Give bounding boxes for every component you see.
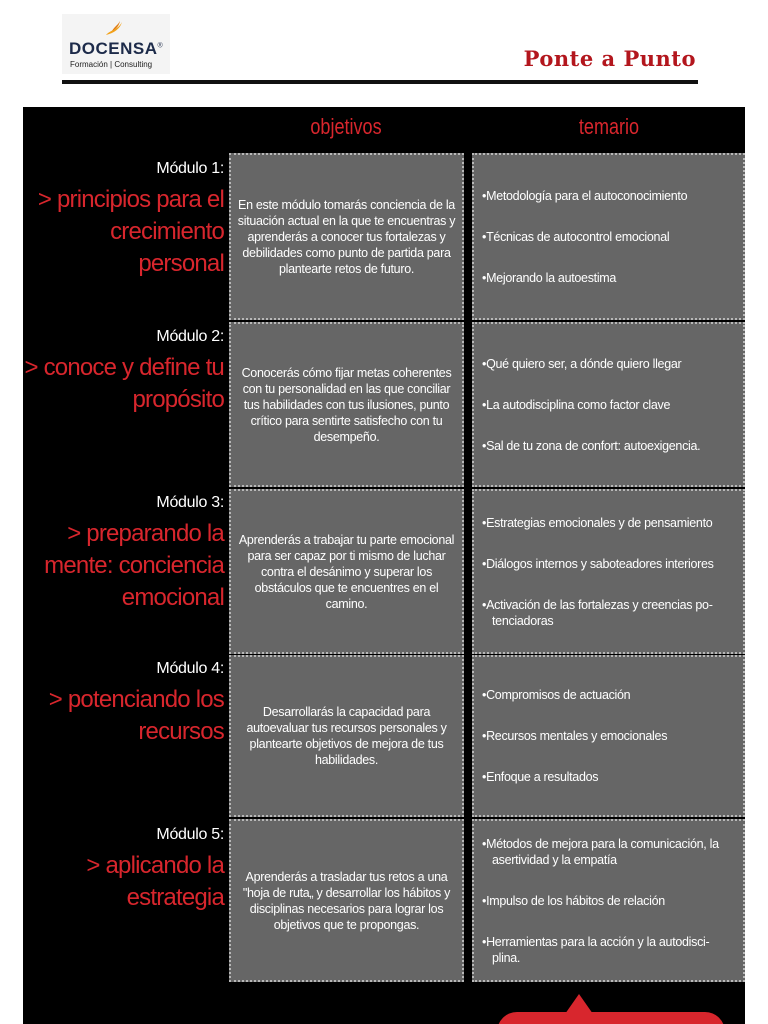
topic-item: • Sal de tu zona de confort: autoexigencia. bbox=[482, 438, 737, 454]
module-1-heading bbox=[23, 160, 224, 280]
topic-item: • Estrategias emocionales y de pensamiento bbox=[482, 515, 737, 531]
module-title: > conoce y define tu propósito bbox=[24, 354, 224, 413]
module-4-heading bbox=[23, 660, 224, 748]
topic-list bbox=[482, 515, 737, 629]
topic-item: • Compromisos de actuación bbox=[482, 687, 737, 703]
brand-title: Ponte a Punto bbox=[523, 46, 696, 71]
topic-item: • Diálogos internos y saboteadores interiores bbox=[482, 556, 737, 572]
module-3-heading bbox=[23, 494, 224, 614]
objective-text: Aprenderás a trabajar tu parte emocional para ser capaz por ti mismo de luchar contra el desánimo y superar los obstáculos que te encuentres en el camino. bbox=[238, 532, 455, 611]
module-4-objective bbox=[229, 655, 464, 817]
module-5-objective bbox=[229, 819, 464, 982]
module-3-objective bbox=[229, 489, 464, 654]
topic-item: • Activación de las fortalezas y creencias po-tenciadoras bbox=[482, 597, 737, 629]
bottom-badge bbox=[497, 1012, 725, 1024]
topic-item: • Mejorando la autoestima bbox=[482, 270, 737, 286]
topic-item: • Métodos de mejora para la comunicación, la asertividad y la empatía bbox=[482, 836, 737, 868]
objective-text: Conocerás cómo fijar metas coherentes con tu personalidad en las que conciliar tus habilidades con tus ilusiones, punto crítico para sentirte satisfecho con tu desempeño. bbox=[241, 365, 452, 444]
module-title: > principios para el crecimiento personal bbox=[37, 186, 224, 277]
module-title: > preparando la mente: conciencia emocional bbox=[44, 520, 224, 611]
topic-list bbox=[482, 356, 737, 454]
topic-item: • La autodisciplina como factor clave bbox=[482, 397, 737, 413]
logo-tagline: Formación | Consulting bbox=[70, 60, 153, 69]
page-header bbox=[0, 0, 768, 107]
flame-icon bbox=[102, 20, 124, 36]
topic-item: • Impulso de los hábitos de relación bbox=[482, 893, 737, 909]
logo-wordmark: DOCENSA® bbox=[69, 39, 164, 58]
topic-item: • Herramientas para la acción y la autodisci-plina. bbox=[482, 934, 737, 966]
topic-list bbox=[482, 188, 737, 286]
topic-item: • Enfoque a resultados bbox=[482, 769, 737, 785]
module-2-heading bbox=[23, 328, 224, 416]
module-label: Módulo 2: bbox=[156, 328, 224, 345]
module-4-topics bbox=[472, 655, 745, 817]
topic-list bbox=[482, 687, 737, 785]
docensa-logo bbox=[62, 14, 170, 74]
topic-item: • Recursos mentales y emocionales bbox=[482, 728, 737, 744]
column-header-objetivos: objetivos bbox=[310, 114, 382, 139]
column-header-temario: temario bbox=[578, 114, 640, 139]
module-2-objective bbox=[229, 322, 464, 487]
module-title: > potenciando los recursos bbox=[48, 686, 224, 745]
module-label: Módulo 4: bbox=[156, 660, 224, 677]
topic-item: • Técnicas de autocontrol emocional bbox=[482, 229, 737, 245]
objective-text: Aprenderás a trasladar tus retos a una "hoja de ruta„ y desarrollar los hábitos y disciplinas necesarios para lograr los objetivos que te propongas. bbox=[242, 869, 451, 932]
module-label: Módulo 5: bbox=[156, 826, 224, 843]
module-3-topics bbox=[472, 489, 745, 654]
module-label: Módulo 3: bbox=[156, 494, 224, 511]
topic-item: • Metodología para el autoconocimiento bbox=[482, 188, 737, 204]
module-title: > aplicando la estrategia bbox=[86, 852, 224, 911]
objective-text: Desarrollarás la capacidad para autoevaluar tus recursos personales y plantearte objetivos de mejora de tus habilidades. bbox=[246, 705, 447, 767]
topic-item: • Qué quiero ser, a dónde quiero llegar bbox=[482, 356, 737, 372]
module-2-topics bbox=[472, 322, 745, 487]
topic-list bbox=[482, 836, 737, 966]
header-divider bbox=[62, 80, 698, 84]
module-1-objective bbox=[229, 153, 464, 320]
module-1-topics bbox=[472, 153, 745, 320]
module-5-heading bbox=[23, 826, 224, 914]
objective-text: En este módulo tomarás conciencia de la situación actual en la que te encuentras y aprenderás a conocer tus fortalezas y debilidades como punto de partida para plantearte retos de futuro. bbox=[237, 197, 456, 276]
module-label: Módulo 1: bbox=[156, 160, 224, 177]
up-arrow-icon bbox=[565, 994, 593, 1014]
module-5-topics bbox=[472, 819, 745, 982]
